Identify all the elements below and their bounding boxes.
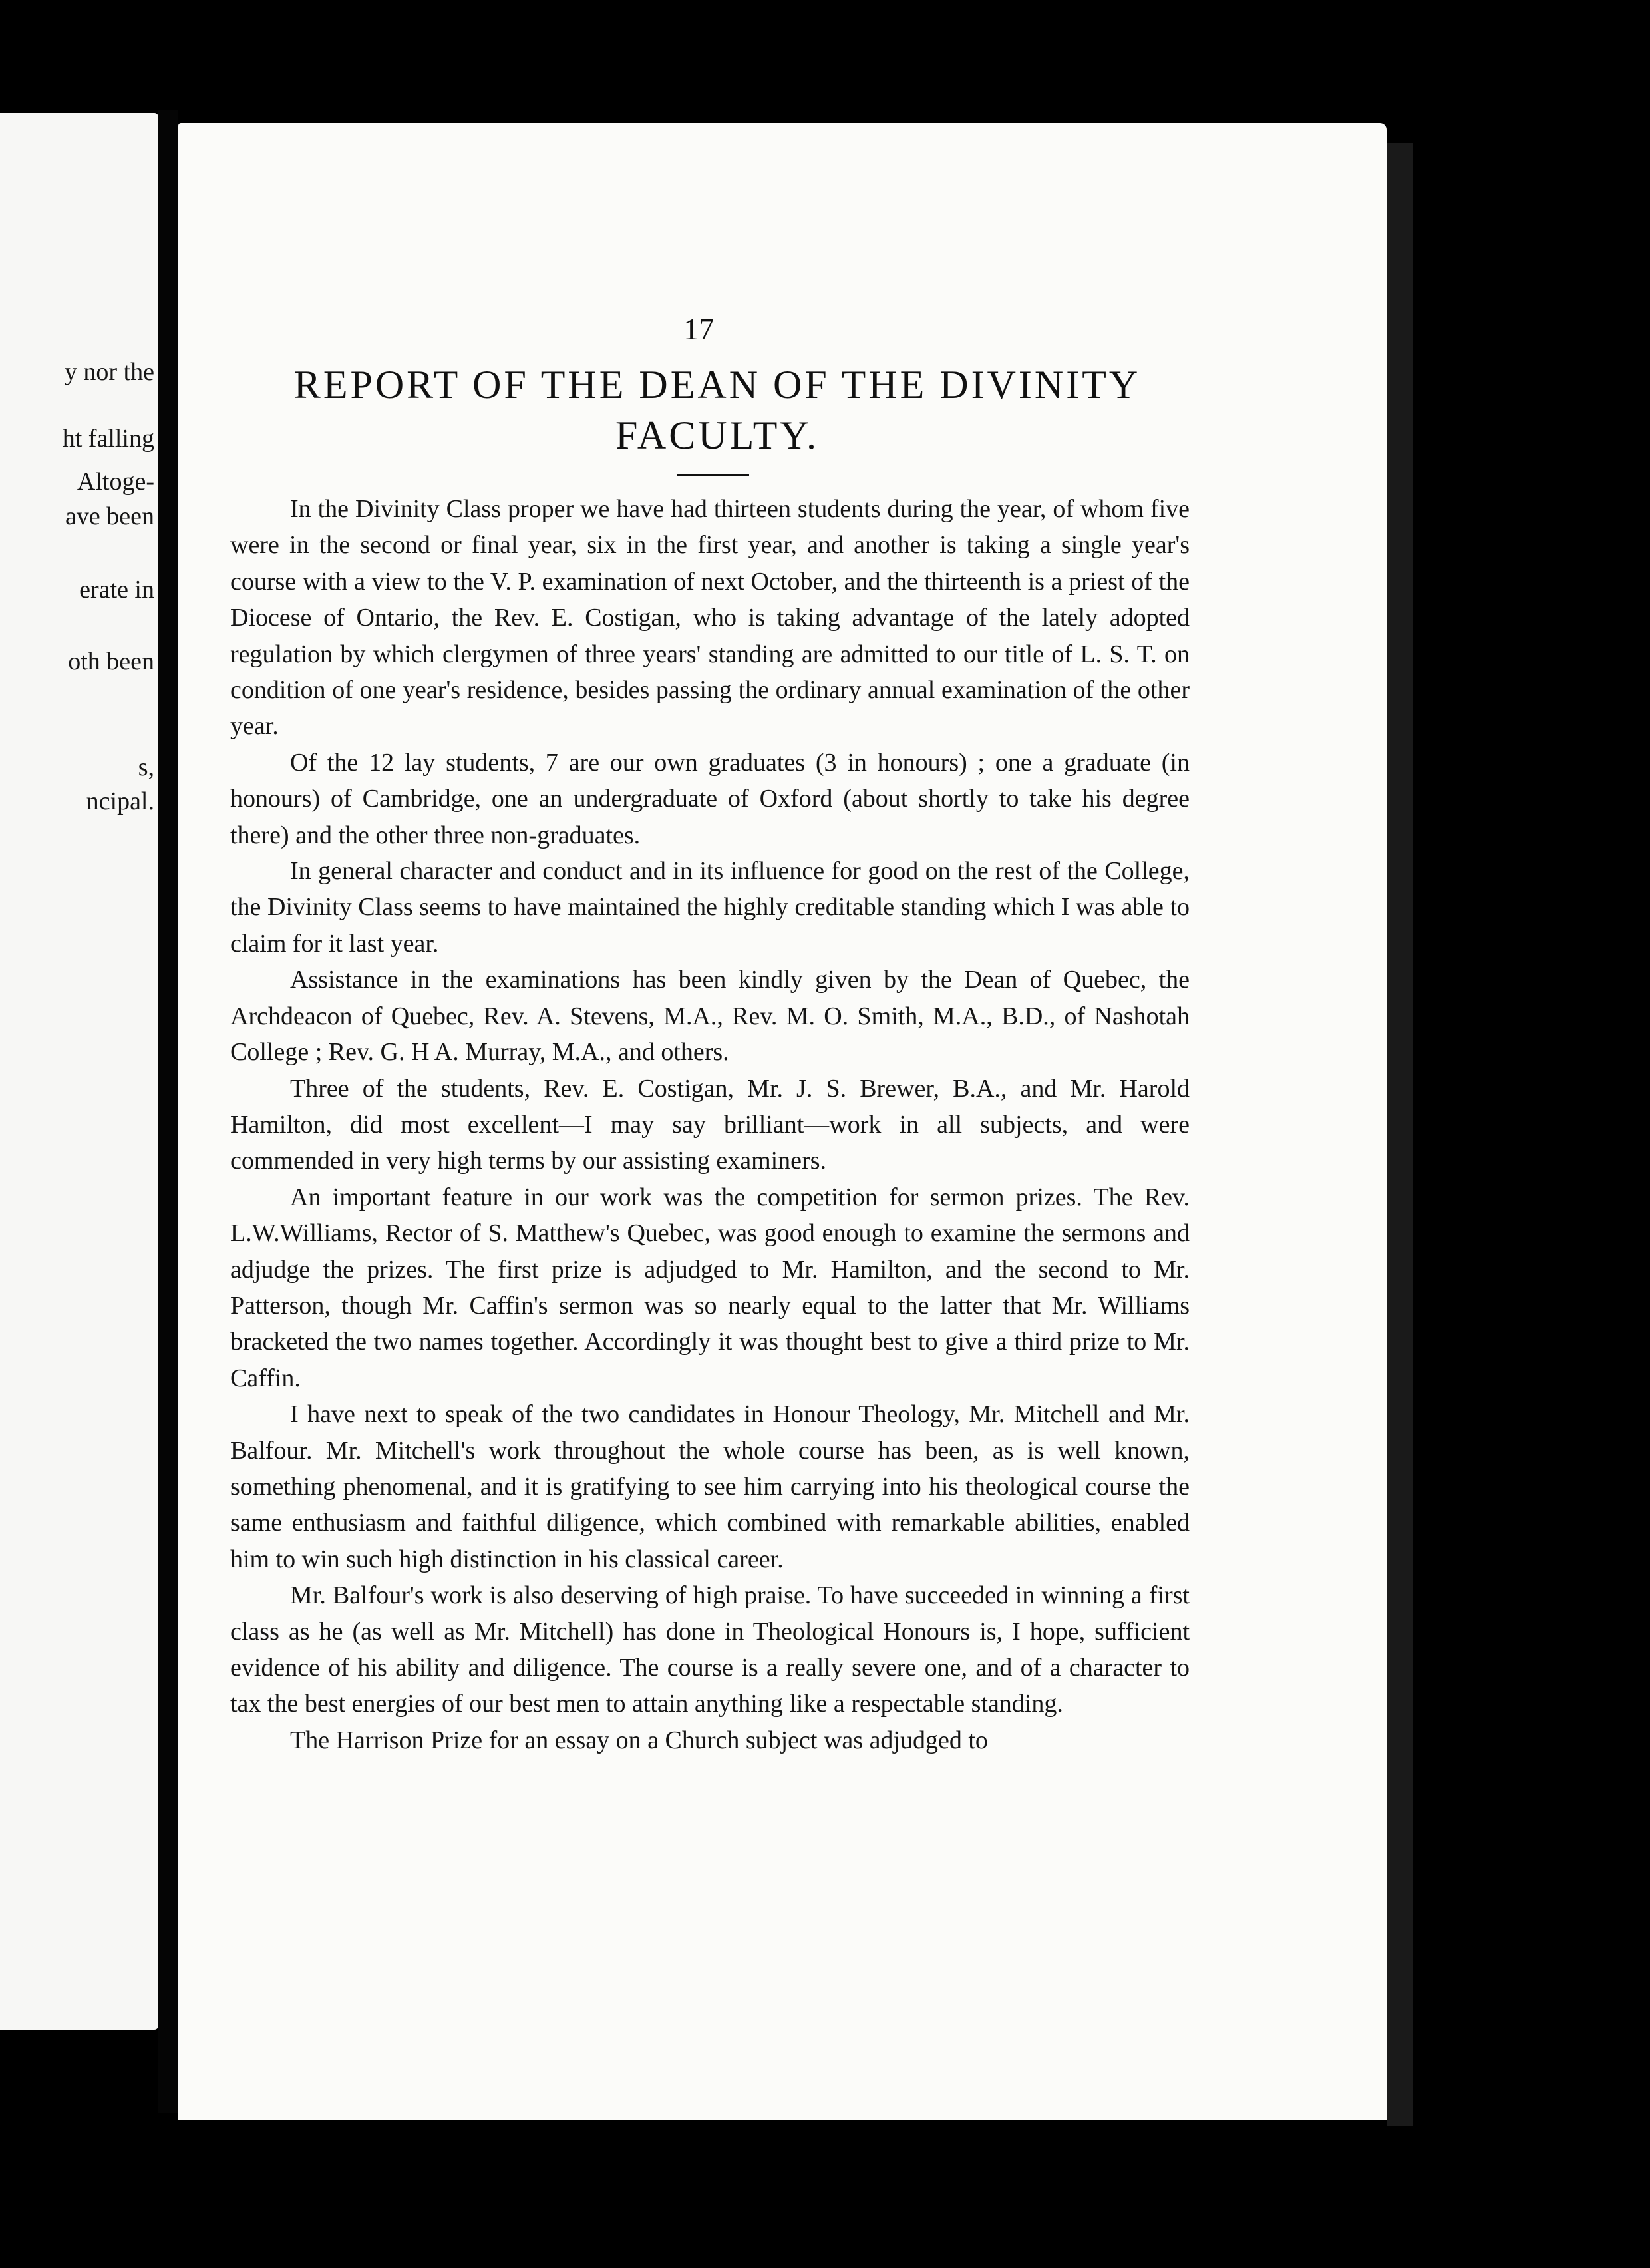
paragraph: In general character and conduct and in its influence for good on the rest of the College, the Divinity Class seems to have maintained the highly creditable standing which I was able to claim for it last year. xyxy=(230,857,1190,958)
left-page-text-fragment: ht falling xyxy=(62,425,154,453)
left-page-text-fragment: ncipal. xyxy=(86,787,154,815)
report-body xyxy=(230,491,1190,1758)
paragraph: I have next to speak of the two candidates in Honour Theology, Mr. Mitchell and Mr. Balfour. Mr. Mitchell's work throughout the whole course has been, as is well known, something phenomenal, and it is gratifying to see him carrying into his theological course the same enthusiasm and faithful diligence, which combined with remarkable abilities, enabled him to win such high distinction in his classical career. xyxy=(230,1400,1190,1573)
left-page-text-fragment: erate in xyxy=(79,576,154,604)
left-page-text-fragment: ave been xyxy=(65,502,154,530)
page-number: 17 xyxy=(683,312,714,346)
paragraph: The Harrison Prize for an essay on a Church subject was adjudged to xyxy=(290,1726,988,1754)
paragraph: In the Divinity Class proper we have had thirteen students during the year, of whom five were in the second or final year, six in the first year, and another is taking a single year's course with a view to the V. P. examination of next October, and the thirteenth is a priest of the Diocese of Ontario, the Rev. E. Costigan, who is taking advantage of the lately adopted regulation by which clergymen of three years' standing are admitted to our title of L. S. T. on condition of one year's residence, besides passing the ordinary annual examination of the other year. xyxy=(230,495,1190,741)
paragraph: Mr. Balfour's work is also deserving of high praise. To have succeeded in winning a first class as he (as well as Mr. Mitchell) has done in Theological Honours is, I hope, sufficient evidence of his ability and diligence. The course is a really severe one, and of a character to tax the best energies of our best men to attain anything like a respectable standing. xyxy=(230,1581,1190,1718)
paragraph: Assistance in the examinations has been kindly given by the Dean of Quebec, the Archdeacon of Quebec, Rev. A. Stevens, M.A., Rev. M. O. Smith, M.A., B.D., of Nashotah College ; Rev. G. H A. Murray, M.A., and others. xyxy=(230,966,1190,1067)
left-page-text-fragment: s, xyxy=(138,753,154,781)
left-page-text-fragment: oth been xyxy=(68,648,154,675)
left-page-text-fragment: y nor the xyxy=(64,358,154,386)
title-line-1: REPORT OF THE DEAN OF THE DIVINITY xyxy=(293,363,1141,407)
page-title xyxy=(232,359,1203,461)
page-edge-shadow xyxy=(1387,143,1413,2126)
paragraph: Of the 12 lay students, 7 are our own graduates (3 in honours) ; one a graduate (in honours) of Cambridge, one an undergraduate of Oxford (about shortly to take his degree there) and the other three non-graduates. xyxy=(230,748,1190,849)
left-page-edge xyxy=(0,113,158,2030)
book-spine xyxy=(158,110,178,2113)
title-line-2: FACULTY. xyxy=(615,413,819,457)
paragraph: An important feature in our work was the competition for sermon prizes. The Rev. L.W.Williams, Rector of S. Matthew's Quebec, was good enough to examine the sermons and adjudge the prizes. The first prize is adjudged to Mr. Hamilton, and the second to Mr. Patterson, though Mr. Caffin's sermon was so nearly equal to the latter that Mr. Williams bracketed the two names together. Accordingly it was thought best to give a third prize to Mr. Caffin. xyxy=(230,1183,1190,1392)
paragraph: Three of the students, Rev. E. Costigan, Mr. J. S. Brewer, B.A., and Mr. Harold Hamilton, did most excellent—I may say brilliant—work in all subjects, and were commended in very high terms by our assisting examiners. xyxy=(230,1074,1190,1175)
title-divider xyxy=(677,474,749,476)
left-page-text-fragment: Altoge- xyxy=(77,468,154,496)
